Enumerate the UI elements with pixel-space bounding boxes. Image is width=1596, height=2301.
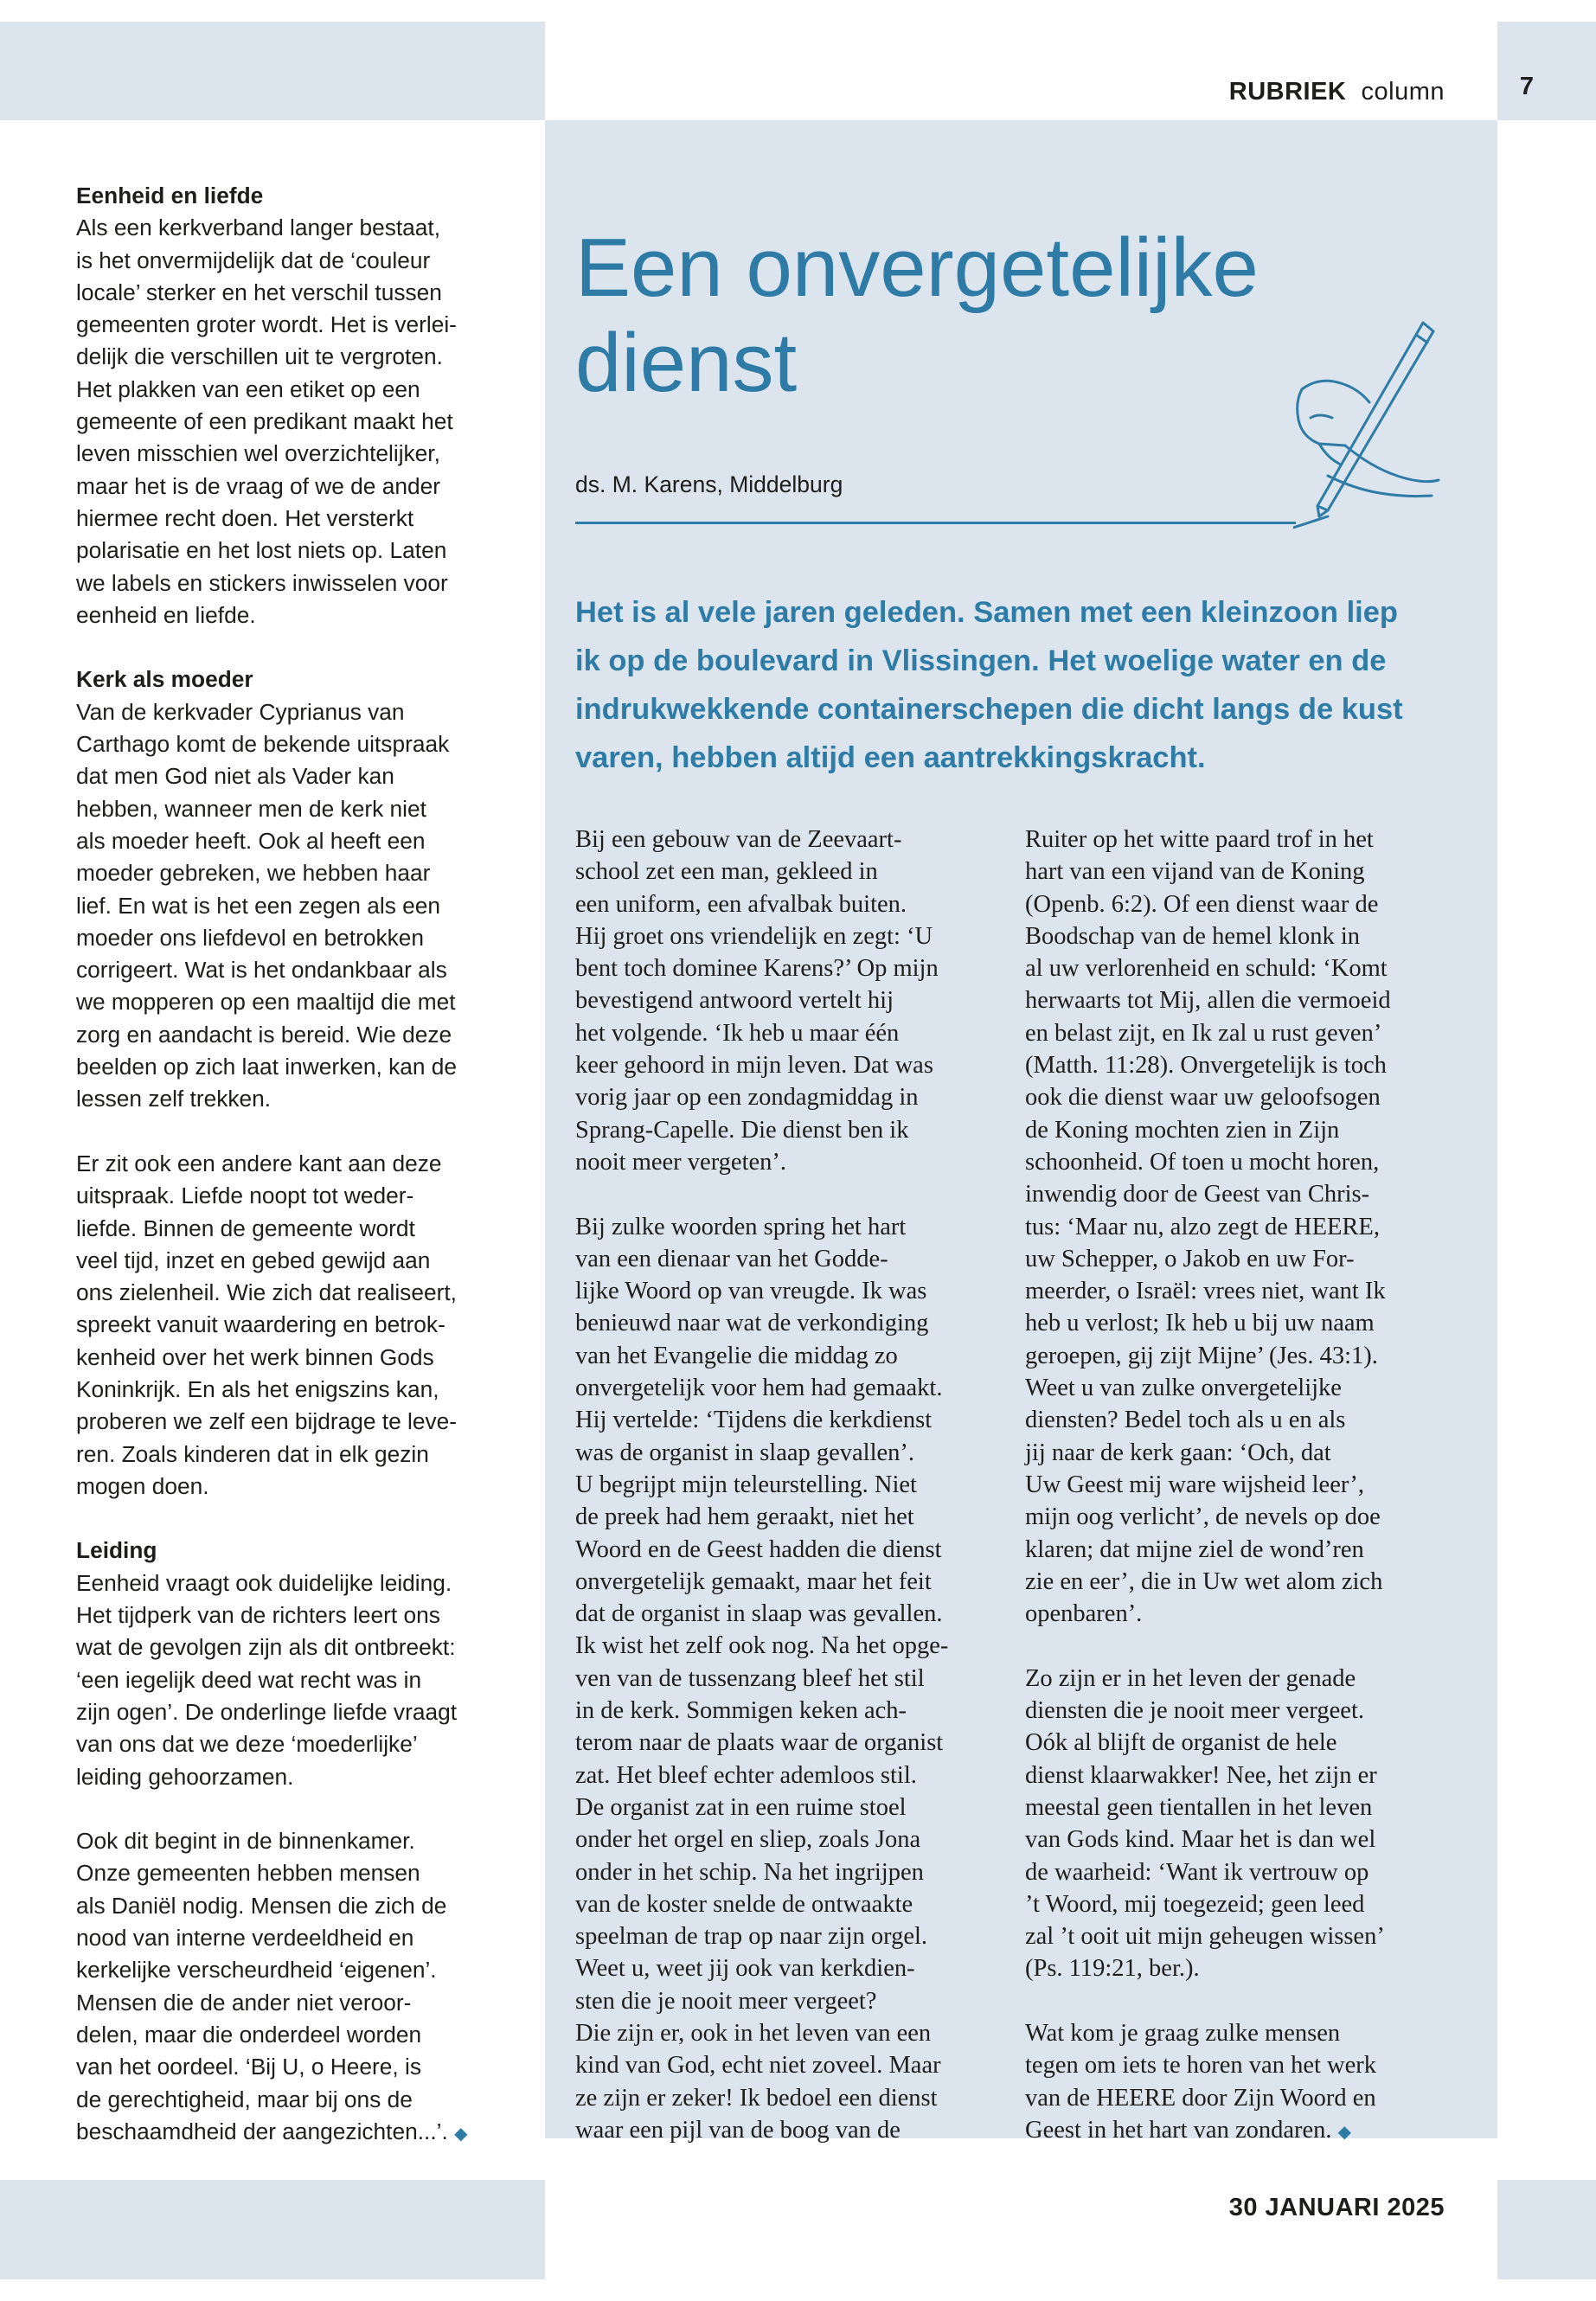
bottom-left-band [0,2180,545,2279]
hand-writing-with-pen-icon [1293,316,1440,532]
article-column-b [1025,824,1458,2181]
section-label: column [1361,78,1445,106]
page-number: 7 [1519,73,1535,100]
end-mark-icon: ◆ [454,2124,468,2144]
rubric-label: RUBRIEK [1228,78,1347,106]
paragraph: Er zit ook een andere kant aan deze uitspraak. Liefde noopt tot weder- liefde. Binnen de gemeente wordt veel tijd, inzet en gebed gewijd aan ons zielenheil. Wie zich dat realiseert, spreekt vanuit waardering en betrok- kenheid over het werk binnen Gods Koninkrijk. En als het enigszins kan, proberen we zelf een bijdrage te leve- ren. Zoals kinderen dat in elk gezin mogen doen. [76,1150,458,1499]
issue-date: 30 JANUARI 2025 [1228,2194,1445,2221]
top-left-band [0,22,545,120]
section-heading: Eenheid en liefde [76,183,264,208]
paragraph: Van de kerkvader Cyprianus van Carthago komt de bekende uitspraak dat men God niet als Vader kan hebben, wanneer men de kerk niet als moeder heeft. Ook al heeft een moeder gebreken, we hebben haar lief. En wat is het een zegen als een moeder ons liefdevol en betrokken corrigeert. Wat is het ondankbaar als we mopperen op een maaltijd die met zorg en aandacht is bereid. Wie deze beelden op zich laat inwerken, kan de lessen zelf trekken. [76,698,458,1112]
rubric-header [1229,78,1445,106]
article-column-a [575,824,1008,2178]
title-divider [575,522,1296,524]
paragraph-text: Ook dit begint in de binnenkamer. Onze gemeenten hebben mensen als Daniël nodig. Mensen die zich de nood van interne verdeeldheid en kerkelijke verscheurdheid ‘eigenen’. Mensen die de ander niet veroor- delen, maar die onderdeel worden van het oordeel. ‘Bij U, o Heere, is de gerechtigheid, maar bij ons de beschaamdheid der aangezichten...’. [76,1828,448,2144]
article-intro: Het is al vele jaren geleden. Samen met een kleinzoon liep ik op de boulevard in Vlissingen. Het woelige water en de indrukwekkende containerschepen die dicht langs de kust varen, hebben altijd een aantrekkingskracht. [575,596,1403,774]
paragraph: Bij zulke woorden spring het hart van een dienaar van het Godde- lijke Woord op van vreugde. Ik was benieuwd naar wat de verkondiging van het Evangelie die middag zo onvergetelijk voor hem had gemaakt. Hij vertelde: ‘Tijdens die kerkdienst was de organist in slaap gevallen’. U begrijpt mijn teleurstelling. Niet de preek had hem geraakt, niet het Woord en de Geest hadden die dienst onvergetelijk gemaakt, maar het feit dat de organist in slaap was gevallen. Ik wist het zelf ook nog. Na het opge- ven van de tussenzang bleef het stil in de kerk. Sommigen keken ach- terom naar de plaats waar de organist zat. Het bleef echter ademloos stil. De organist zat in een ruime stoel onder het orgel en sliep, zoals Jona onder in het schip. Na het ingrijpen van de koster snelde de ontwaakte speelman de trap op naar zijn orgel. Weet u, weet jij ook van kerkdien- sten die je nooit meer vergeet? Die zijn er, ook in het leven van een kind van God, echt niet zoveel. Maar ze zijn er zeker! Ik bedoel een dienst waar een pijl van de boog van de [575,1213,949,2144]
paragraph-text: Wat kom je graag zulke mensen tegen om iets te horen van het werk van de HEERE door Zijn Woord en Geest in het hart van zondaren. [1025,2019,1376,2144]
section-heading: Kerk als moeder [76,666,253,693]
section-heading: Leiding [76,1537,157,1564]
paragraph: Zo zijn er in het leven der genade diensten die je nooit meer vergeet. Oók al blijft de organist de hele dienst klaarwakker! Nee, het zijn er meestal geen tientallen in het leven van Gods kind. Maar het is dan wel de waarheid: ‘Want ik vertrouw op ’t Woord, mij toegezeid; geen leed zal ’t ooit uit mijn geheugen wissen’ (Ps. 119:21, ber.). [1025,1664,1385,1983]
end-mark-icon: ◆ [1337,2122,1352,2142]
left-column [76,180,517,2182]
article-title: Een onvergetelijke dienst [575,221,1259,409]
paragraph [1025,2017,1458,2149]
top-right-band [1497,22,1596,120]
paragraph: Bij een gebouw van de Zeevaart- school zet een man, gekleed in een uniform, een afvalbak buiten. Hij groet ons vriendelijk en zegt: ‘U bent toch dominee Karens?’ Op mijn bevestigend antwoord vertelt hij het volgende. ‘Ik heb u maar één keer gehoord in mijn leven. Dat was vorig jaar op een zondagmiddag in Sprang-Capelle. Die dienst ben ik nooit meer vergeten’. [575,826,939,1176]
paragraph: Ruiter op het witte paard trof in het hart van een vijand van de Koning (Openb. 6:2). Of een dienst waar de Boodschap van de hemel klonk in al uw verlorenheid en schuld: ‘Komt herwaarts tot Mij, allen die vermoeid en belast zijt, en Ik zal u rust geven’ (Matth. 11:28). Onvergetelijk is toch ook die dienst waar uw geloofsogen de Koning mochten zien in Zijn schoonheid. Of toen u mocht horen, inwendig door de Geest van Chris- tus: ‘Maar nu, alzo zegt de HEERE, uw Schepper, o Jakob en uw For- meerder, o Israël: vrees niet, want Ik heb u verlost; Ik heb u bij uw naam geroepen, gij zijt Mijne’ (Jes. 43:1). Weet u van zulke onvergetelijke diensten? Bedel toch als u en als jij naar de kerk gaan: ‘Och, dat Uw Geest mij ware wijsheid leer’, mijn oog verlicht’, de nevels op doe klaren; dat mijne ziel de wond’ren zie en eer’, die in Uw wet alom zich openbaren’. [1025,826,1391,1628]
bottom-right-band [1497,2180,1596,2279]
article-author: ds. M. Karens, Middelburg [575,471,843,497]
paragraph: Als een kerkverband langer bestaat, is het onvermijdelijk dat de ‘couleur locale’ sterker en het verschil tussen gemeenten groter wordt. Het is verlei- delijk die verschillen uit te vergroten. Het plakken van een etiket op een gemeente of een predikant maakt het leven misschien wel overzichtelijker, maar het is de vraag of we de ander hiermee recht doen. Het versterkt polarisatie en het lost niets op. Laten we labels en stickers inwisselen voor eenheid en liefde. [76,215,457,628]
paragraph [76,1825,517,2150]
paragraph: Eenheid vraagt ook duidelijke leiding. Het tijdperk van de richters leert ons wat de gevolgen zijn als dit ontbreekt: ‘een iegelijk deed wat recht was in zijn ogen’. De onderlinge liefde vraagt van ons dat we deze ‘moederlijke’ leiding gehoorzamen. [76,1569,458,1790]
